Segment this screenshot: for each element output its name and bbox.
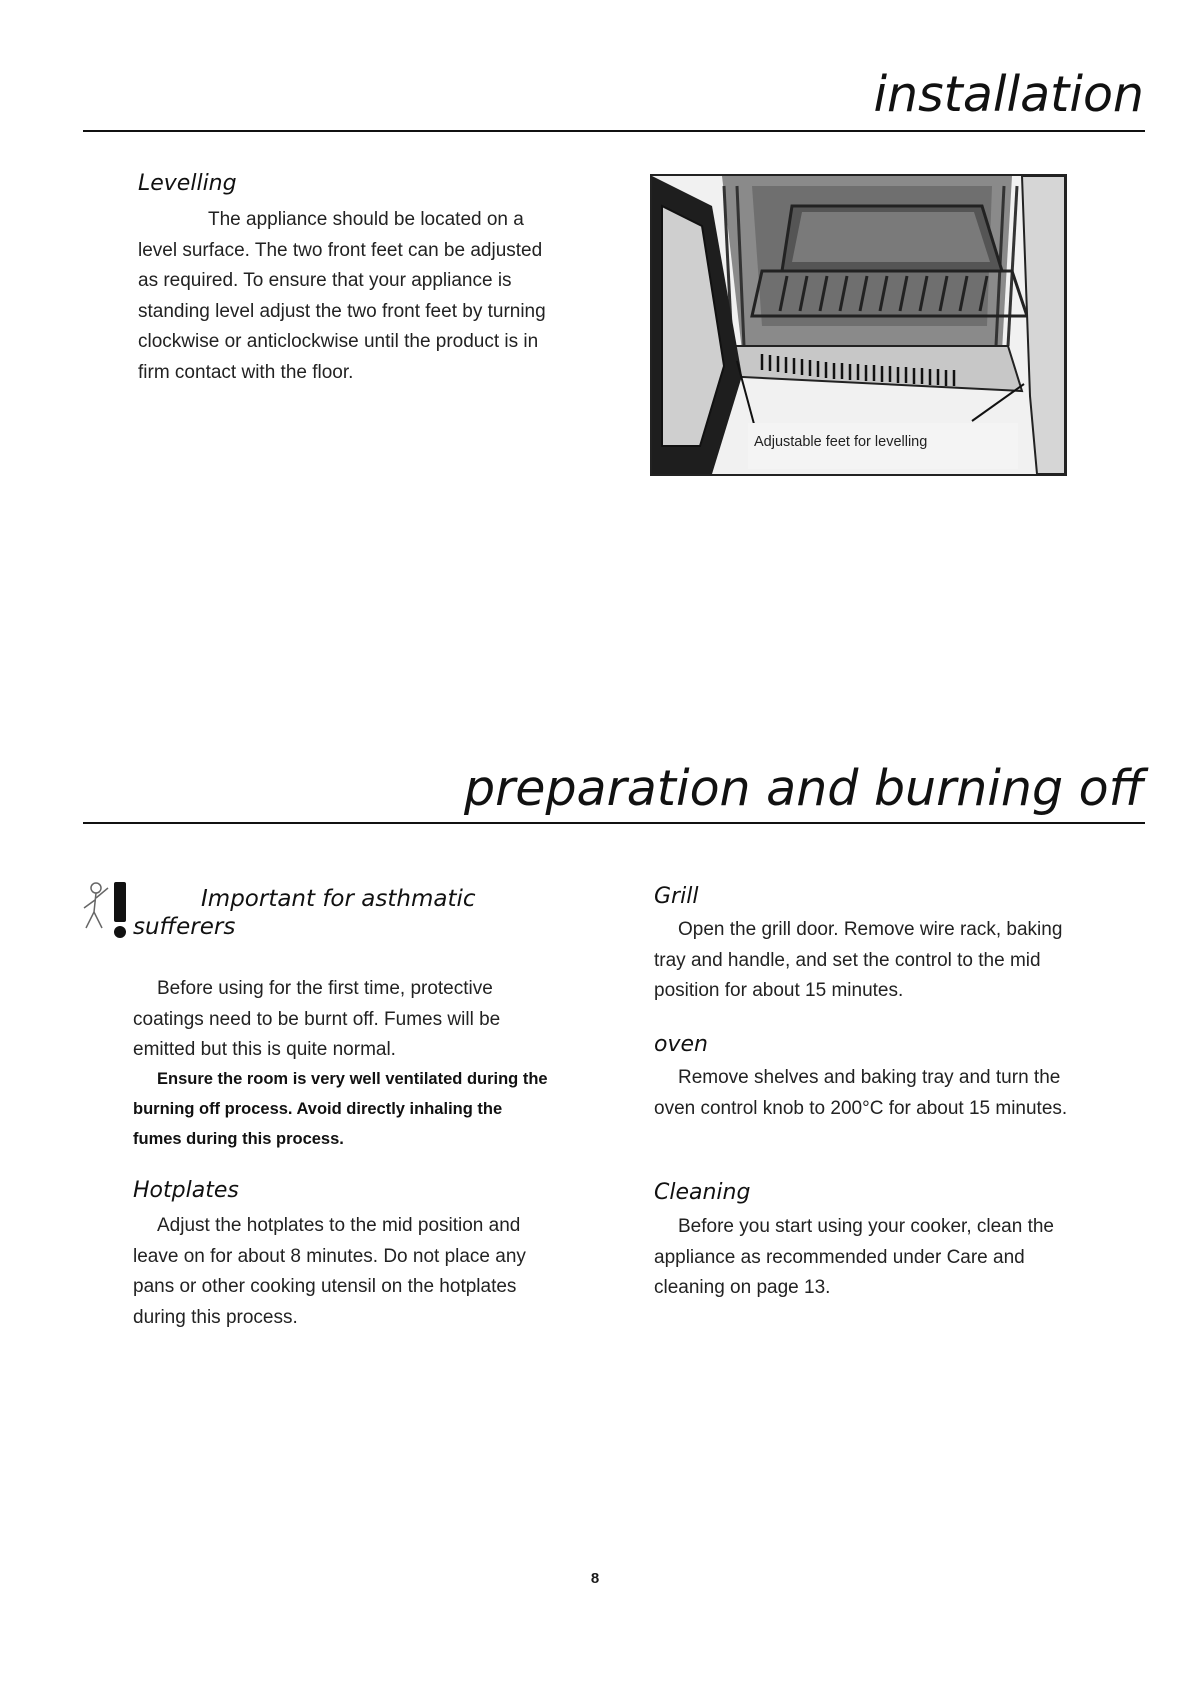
cleaning-heading: Cleaning <box>654 1180 751 1205</box>
grill-body: Open the grill door. Remove wire rack, baking tray and handle, and set the control to the mid position for about 15 minutes. <box>654 919 1063 1001</box>
asthma-body: Before using for the first time, protective coatings need to be burnt off. Fumes will be emitted but this is quite normal. <box>133 978 501 1060</box>
preparation-rule <box>83 822 1145 824</box>
asthma-heading-line1: Important for asthmatic <box>201 886 476 912</box>
installation-title: installation <box>873 66 1144 123</box>
installation-rule <box>83 130 1145 132</box>
warning-icon <box>80 880 138 940</box>
oven-figure <box>650 174 1067 476</box>
oven-heading: oven <box>654 1032 708 1057</box>
hotplates-body: Adjust the hotplates to the mid position and leave on for about 8 minutes. Do not place any pans or other cooking utensil on the hotplates during this process. <box>133 1215 526 1328</box>
ventilation-warning: Ensure the room is very well ventilated during the burning off process. Avoid directly inhaling the fumes during this process. <box>133 1070 548 1148</box>
cleaning-body: Before you start using your cooker, clean the appliance as recommended under Care and cleaning on page 13. <box>654 1216 1054 1298</box>
oven-illustration <box>652 176 1065 474</box>
page-number: 8 <box>590 1570 600 1587</box>
preparation-title: preparation and burning off <box>464 760 1144 817</box>
asthma-heading-line2: sufferers <box>133 914 236 940</box>
figure-caption: Adjustable feet for levelling <box>754 434 928 450</box>
oven-body: Remove shelves and baking tray and turn the oven control knob to 200°C for about 15 minutes. <box>654 1067 1068 1119</box>
levelling-heading: Levelling <box>138 171 237 196</box>
grill-heading: Grill <box>654 884 699 909</box>
levelling-body: The appliance should be located on a level surface. The two front feet can be adjusted as required. To ensure that your appliance is standing level adjust the two front feet by turning clockwise or anticlockwise until the product is in firm contact with the floor. <box>138 209 546 383</box>
hotplates-heading: Hotplates <box>133 1178 239 1203</box>
